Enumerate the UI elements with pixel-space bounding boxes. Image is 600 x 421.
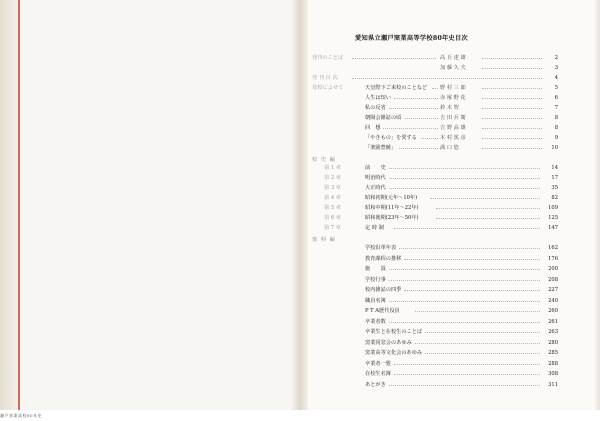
leader-dots xyxy=(421,134,438,139)
front-row-heading: 発 刊 目 次 xyxy=(312,75,338,81)
leader-dots xyxy=(482,124,542,129)
materials-row xyxy=(312,349,558,357)
materials-title: 校内雑誌の四季 xyxy=(365,287,402,293)
page-title: 愛知県立瀬戸窯業高等学校80年史目次 xyxy=(355,35,469,42)
front-row-page: 2 xyxy=(554,55,558,61)
materials-title: 教育課程の推移 xyxy=(365,255,402,262)
materials-title: 施 設 xyxy=(365,266,386,272)
leader-dots xyxy=(383,124,438,129)
front-row xyxy=(312,84,558,92)
leader-dots xyxy=(415,339,540,344)
leader-dots xyxy=(389,276,540,281)
front-row-page: 8 xyxy=(554,125,558,131)
footer-imprint xyxy=(0,402,60,418)
leader-dots xyxy=(432,84,438,89)
materials-row xyxy=(312,381,558,389)
materials-row xyxy=(312,297,558,305)
materials-page: 176 xyxy=(548,255,558,262)
leader-dots xyxy=(425,328,540,333)
front-row-title: 「楽園豊饒」 xyxy=(365,145,397,151)
leader-dots xyxy=(389,297,540,302)
history-row xyxy=(312,194,558,202)
front-row-author: 木 村 篤 彦 xyxy=(440,135,466,141)
materials-page: 263 xyxy=(548,329,558,335)
leader-dots xyxy=(399,144,438,149)
book-gutter xyxy=(292,0,308,410)
chapter-title: 明治時代 xyxy=(365,175,386,181)
front-row-author: 野 村 三 郎 xyxy=(440,85,466,91)
leader-dots xyxy=(404,255,540,260)
materials-title: 在校生名簿 xyxy=(365,371,391,377)
history-row xyxy=(312,174,558,182)
front-row xyxy=(312,64,558,72)
materials-title: 学校行事 xyxy=(365,276,386,283)
chapter-page: 17 xyxy=(551,175,558,181)
materials-title: 窯業高等文化会のあゆみ xyxy=(365,350,423,356)
chapter-number: 第 2 章 xyxy=(324,175,341,181)
leader-dots xyxy=(482,54,542,59)
leader-dots xyxy=(394,360,540,365)
materials-row xyxy=(312,265,558,273)
front-row-heading: 母校によせて xyxy=(312,85,344,91)
leader-dots xyxy=(482,114,542,119)
chapter-title: 定 時 制 xyxy=(365,225,384,231)
front-row-author: 吉 田 兵 衛 xyxy=(440,115,466,121)
leader-dots xyxy=(482,84,542,89)
chapter-number: 第 6 章 xyxy=(324,215,341,221)
history-row xyxy=(312,164,558,172)
front-row xyxy=(312,114,558,122)
leader-dots xyxy=(436,204,540,209)
chapter-title: 昭和後期(23年～50年) xyxy=(365,215,419,221)
front-row-page: 8 xyxy=(554,115,558,121)
leader-dots xyxy=(389,184,540,189)
leader-dots xyxy=(394,94,438,99)
chapter-page: 109 xyxy=(548,205,558,211)
materials-row xyxy=(312,276,558,284)
materials-page: 260 xyxy=(548,308,558,314)
materials-row xyxy=(312,360,558,368)
front-row-author: 吉 野 高 雄 xyxy=(440,125,466,131)
chapter-page: 82 xyxy=(551,195,558,201)
materials-page: 285 xyxy=(548,350,558,356)
front-row-author: 加 藤 久 夫 xyxy=(440,65,466,71)
materials-title: 職員名簿 xyxy=(365,297,386,304)
leader-dots xyxy=(405,114,438,119)
materials-row xyxy=(312,244,558,252)
leader-dots xyxy=(482,144,542,149)
materials-page: 162 xyxy=(548,245,558,251)
materials-title: あとがき xyxy=(365,381,386,388)
front-row-page: 5 xyxy=(554,85,558,91)
materials-page: 308 xyxy=(548,371,558,377)
materials-page: 208 xyxy=(548,276,558,283)
front-row-page: 7 xyxy=(554,105,558,111)
materials-title: 学校沿革年表 xyxy=(365,245,397,251)
leader-dots xyxy=(415,307,540,312)
materials-page: 261 xyxy=(548,318,558,325)
materials-page: 311 xyxy=(548,381,558,388)
front-row xyxy=(312,54,558,62)
chapter-page: 125 xyxy=(548,215,558,221)
leader-dots xyxy=(352,54,436,59)
front-row xyxy=(312,124,558,132)
chapter-title: 大正時代 xyxy=(365,185,386,191)
front-row xyxy=(312,94,558,102)
leader-dots xyxy=(389,381,540,386)
front-row-title: 回 想 xyxy=(365,125,381,131)
leader-dots xyxy=(389,265,540,270)
materials-section-heading: 資 料 編 xyxy=(312,237,336,243)
chapter-number: 第 4 章 xyxy=(324,195,341,201)
front-row-page: 10 xyxy=(551,145,558,151)
front-row-author: 満 口 悠 xyxy=(440,145,459,151)
materials-page: 240 xyxy=(548,297,558,304)
materials-row xyxy=(312,286,558,294)
chapter-number: 第 1 章 xyxy=(324,165,341,171)
front-row xyxy=(312,144,558,152)
front-row-author: 鈴 木 智 xyxy=(440,105,459,111)
history-row xyxy=(312,214,558,222)
front-row xyxy=(312,74,558,82)
leader-dots xyxy=(482,134,542,139)
materials-page: 227 xyxy=(548,287,558,293)
page-edge-right xyxy=(594,0,600,410)
chapter-number: 第 5 章 xyxy=(324,205,341,211)
front-row-heading: 発刊のことば xyxy=(312,55,344,61)
leader-dots xyxy=(389,164,540,169)
history-row xyxy=(312,204,558,212)
chapter-page: 35 xyxy=(551,185,558,191)
front-row-title: 私の反省 xyxy=(365,105,386,111)
leader-dots xyxy=(482,104,542,109)
chapter-title: 前 史 xyxy=(365,165,386,171)
leader-dots xyxy=(404,286,540,291)
leader-dots xyxy=(394,224,540,229)
history-section-heading: 校 史 編 xyxy=(312,157,336,163)
materials-title: 卒業者数 xyxy=(365,318,386,325)
leader-dots xyxy=(482,94,542,99)
front-row-title: 人生は短い xyxy=(365,95,391,101)
leader-dots xyxy=(436,214,540,219)
front-row-page: 6 xyxy=(554,95,558,101)
materials-row xyxy=(312,307,558,315)
leader-dots xyxy=(389,104,438,109)
materials-page: 288 xyxy=(548,360,558,367)
materials-title: 卒業者一覧 xyxy=(365,360,391,367)
chapter-page: 14 xyxy=(551,165,558,171)
front-row-author: 赤 塚 野 花 xyxy=(440,95,466,101)
chapter-number: 第 3 章 xyxy=(324,185,341,191)
history-row xyxy=(312,224,558,232)
materials-page: 280 xyxy=(548,339,558,346)
left-page xyxy=(0,0,300,418)
materials-row xyxy=(312,255,558,263)
leader-dots xyxy=(482,64,542,69)
front-row-title: 朝陽会雑誌の頃 xyxy=(365,115,402,121)
chapter-title: 昭和初期(元年～10年) xyxy=(365,195,418,201)
chapter-title: 昭和中期(11年～22年) xyxy=(365,205,419,211)
materials-row xyxy=(312,339,558,347)
leader-dots xyxy=(352,74,542,79)
front-row xyxy=(312,134,558,142)
materials-title: 卒業生と在校生のことば xyxy=(365,329,423,335)
leader-dots xyxy=(394,370,540,375)
materials-row xyxy=(312,370,558,378)
front-row-page: 3 xyxy=(554,65,558,71)
materials-title: 窯業同窓会のあゆみ xyxy=(365,339,412,346)
chapter-number: 第 7 章 xyxy=(324,225,341,231)
leader-dots xyxy=(425,349,540,354)
materials-title: P T A歴代役員 xyxy=(365,308,400,314)
leader-dots xyxy=(389,318,540,323)
materials-row xyxy=(312,328,558,336)
leader-dots xyxy=(430,194,540,199)
chapter-page: 147 xyxy=(548,225,558,231)
front-row-author: 高 丘 達 雄 xyxy=(440,55,466,61)
leader-dots xyxy=(389,174,540,179)
front-row xyxy=(312,104,558,112)
front-row-page: 4 xyxy=(554,75,558,81)
front-row-page: 9 xyxy=(554,135,558,141)
front-row-title: 「やきもの」を愛する xyxy=(365,135,417,141)
footer-text: 瀬戸窯業高校80年史 xyxy=(0,413,43,418)
materials-row xyxy=(312,318,558,326)
materials-page: 200 xyxy=(548,266,558,272)
book-edge-red-stripe xyxy=(18,0,20,410)
front-row-title: 天皇陛下ご来校のことなど xyxy=(365,85,428,91)
leader-dots xyxy=(399,244,540,249)
history-row xyxy=(312,184,558,192)
